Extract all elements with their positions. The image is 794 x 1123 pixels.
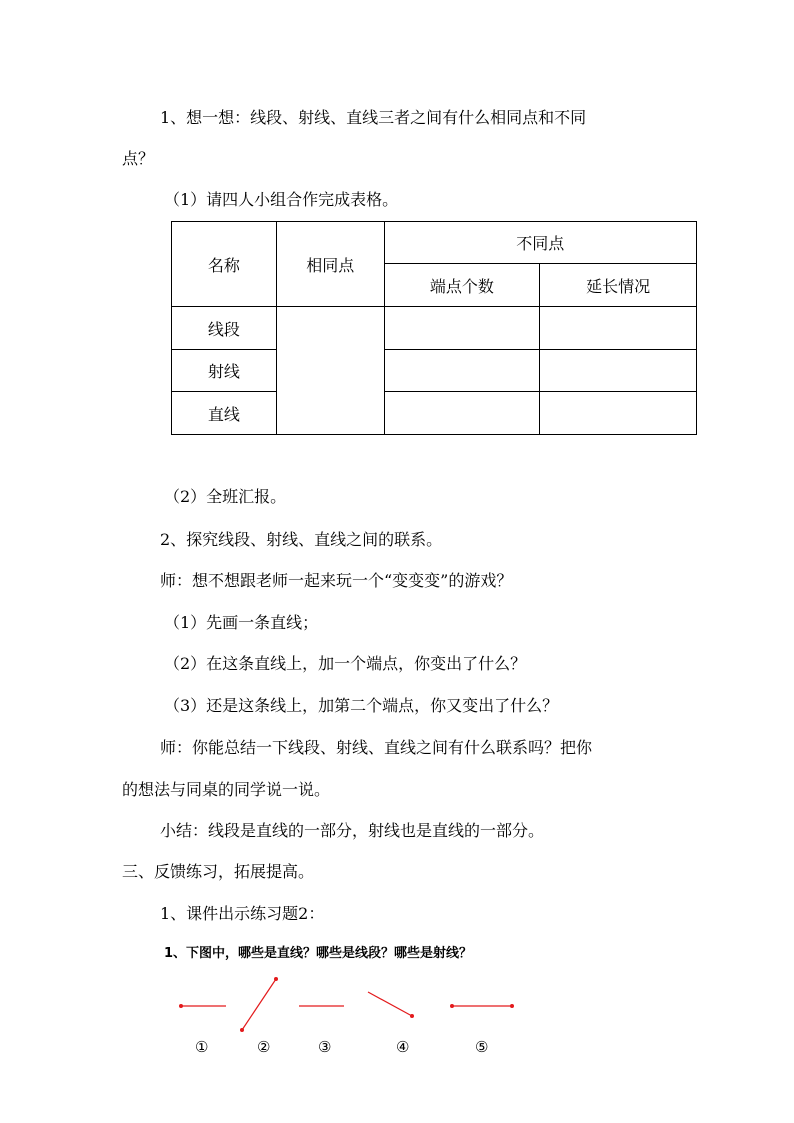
q1-line2: 点？	[122, 149, 155, 168]
figure-1-ray	[179, 1004, 226, 1008]
figure-label-3: ③	[318, 1038, 332, 1056]
figure-label-1: ①	[195, 1038, 209, 1056]
figure-5-segment	[450, 1004, 514, 1008]
q1-sub1: （1）请四人小组合作完成表格。	[164, 190, 399, 209]
step-3: （3）还是这条线上，加第二个端点，你又变出了什么？	[164, 696, 559, 715]
comparison-table	[171, 221, 697, 435]
step-1: （1）先画一条直线；	[164, 613, 319, 632]
cell-segment-extension	[540, 307, 697, 350]
summary: 小结：线段是直线的一部分，射线也是直线的一部分。	[160, 821, 545, 840]
section-three-heading: 三、反馈练习，拓展提高。	[122, 862, 315, 881]
figure-label-2: ②	[257, 1038, 271, 1056]
q1-line1: 1、想一想：线段、射线、直线三者之间有什么相同点和不同	[160, 108, 587, 127]
figure-4-ray	[368, 992, 414, 1018]
sub-header-extension: 延长情况	[540, 264, 697, 307]
row-label-segment: 线段	[172, 307, 277, 350]
figure-label-4: ④	[396, 1038, 410, 1056]
exercise-intro: 1、课件出示练习题2：	[160, 904, 325, 923]
sub-header-endpoints: 端点个数	[384, 264, 540, 307]
header-name: 名称	[172, 222, 277, 307]
row-label-line: 直线	[172, 392, 277, 435]
teacher-question-2-line1: 师：你能总结一下线段、射线、直线之间有什么联系吗？把你	[160, 738, 593, 757]
cell-line-extension	[540, 392, 697, 435]
step-2: （2）在这条直线上，加一个端点，你变出了什么？	[164, 654, 527, 673]
teacher-question-2-line2: 的想法与同桌的同学说一说。	[122, 780, 331, 799]
cell-segment-endpoints	[384, 307, 540, 350]
cell-ray-endpoints	[384, 350, 540, 392]
q1-sub2: （2）全班汇报。	[164, 487, 287, 506]
cell-ray-extension	[540, 350, 697, 392]
figure-label-5: ⑤	[475, 1038, 489, 1056]
figure-2-segment	[240, 977, 278, 1032]
teacher-question-1: 师：想不想跟老师一起来玩一个“变变变”的游戏？	[160, 571, 513, 590]
exercise-title: 1、下图中，哪些是直线？哪些是线段？哪些是射线？	[164, 946, 473, 961]
q2: 2、探究线段、射线、直线之间的联系。	[160, 530, 443, 549]
header-diff: 不同点	[384, 222, 696, 264]
cell-line-endpoints	[384, 392, 540, 435]
row-label-ray: 射线	[172, 350, 277, 392]
line-figures	[160, 968, 540, 1038]
same-cell	[276, 307, 384, 435]
header-same: 相同点	[276, 222, 384, 307]
